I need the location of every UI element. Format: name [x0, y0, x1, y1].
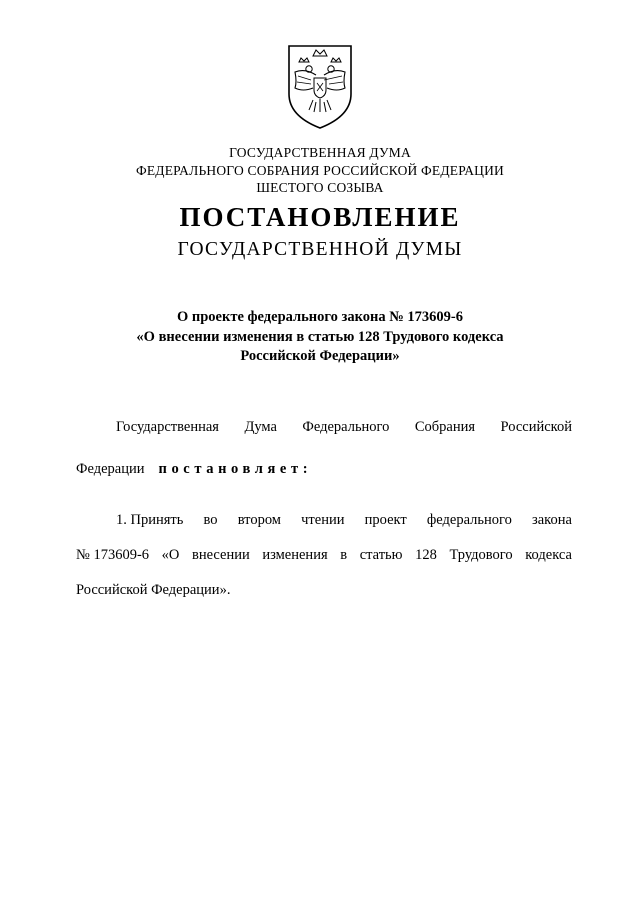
preamble-word: Российской — [500, 419, 572, 435]
resolution-verb: постановляет: — [158, 461, 313, 477]
issuer-title: ГОСУДАРСТВЕННОЙ ДУМЫ — [177, 239, 463, 260]
coat-of-arms-icon — [283, 42, 357, 132]
subject-line-2: «О внесении изменения в статью 128 Трудового кодекса — [136, 328, 504, 345]
subject-line-3: Российской Федерации» — [240, 348, 400, 364]
clause-word: проект — [364, 512, 407, 528]
clause-word: статью — [359, 547, 403, 563]
clause-word: втором — [237, 512, 281, 528]
clause-word: 1. Принять — [116, 512, 184, 528]
clause-word: во — [203, 512, 218, 528]
preamble-line-2 — [76, 459, 572, 479]
header-line-1: ГОСУДАРСТВЕННАЯ ДУМА — [229, 145, 411, 160]
header-line-3: ШЕСТОГО СОЗЫВА — [256, 180, 384, 195]
preamble-word: Дума — [244, 419, 277, 435]
clause-1-paragraph — [76, 510, 572, 600]
document-type-title: ПОСТАНОВЛЕНИЕ — [179, 202, 461, 232]
header-line-2: ФЕДЕРАЛЬНОГО СОБРАНИЯ РОССИЙСКОЙ ФЕДЕРАЦИИ — [136, 162, 504, 178]
preamble-word: Государственная — [116, 419, 219, 435]
clause-word: Трудового — [449, 547, 513, 563]
preamble-line2-start: Федерации — [76, 461, 145, 477]
clause-1-line-3: Российской Федерации». — [76, 582, 231, 598]
clause-word: внесении — [192, 547, 250, 563]
preamble-paragraph — [76, 417, 572, 479]
document-subject — [0, 308, 640, 367]
preamble-line-1 — [76, 417, 572, 437]
clause-word: № 173609-6 — [76, 547, 150, 563]
clause-word: 128 — [415, 547, 437, 563]
clause-1-line-1 — [76, 510, 572, 530]
preamble-word: Федерального — [302, 419, 390, 435]
clause-word: федерального — [426, 512, 512, 528]
preamble-word: Собрания — [414, 419, 476, 435]
clause-word: изменения — [262, 547, 328, 563]
clause-word: «О — [161, 547, 180, 563]
clause-word: кодекса — [525, 547, 572, 563]
clause-word: в — [340, 547, 348, 563]
subject-line-1: О проекте федерального закона № 173609-6 — [176, 309, 464, 325]
clause-1-line-2 — [76, 545, 572, 565]
clause-word: чтении — [301, 512, 345, 528]
issuer-header — [0, 144, 640, 197]
clause-word: закона — [532, 512, 572, 528]
